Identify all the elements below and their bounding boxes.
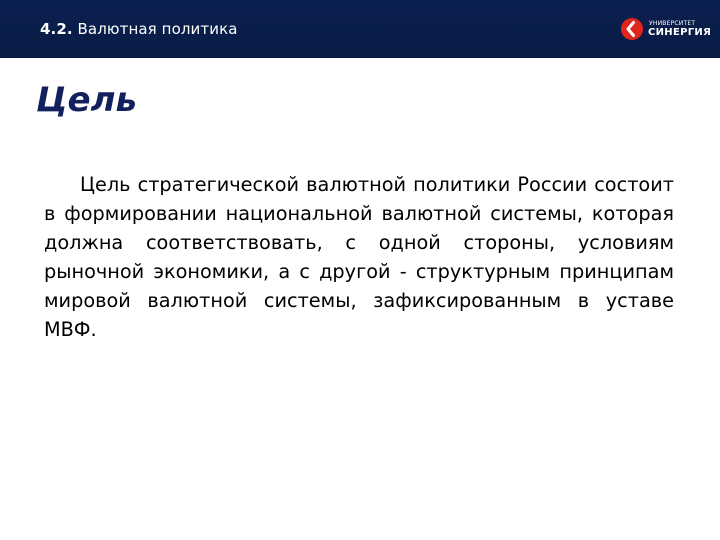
- logo-line-small: УНИВЕРСИТЕТ: [649, 20, 696, 27]
- synergy-logo: [620, 17, 712, 43]
- logo-line-big: СИНЕРГИЯ: [648, 27, 712, 38]
- synergy-logo-icon: [620, 17, 644, 41]
- section-title: [40, 20, 238, 38]
- section-title-text: Валютная политика: [77, 20, 238, 38]
- section-number: 4.2.: [40, 20, 73, 38]
- slide-header: [0, 0, 720, 58]
- body-paragraph: Цель стратегической валютной политики России состоит в формировании национальной валютной системы, которая должна соответствовать, с одной стороны, условиям рыночной экономики, а с другой - структурным принципам мировой валютной системы, зафиксированным в уставе МВФ.: [44, 173, 674, 341]
- slide-heading: Цель: [36, 80, 138, 120]
